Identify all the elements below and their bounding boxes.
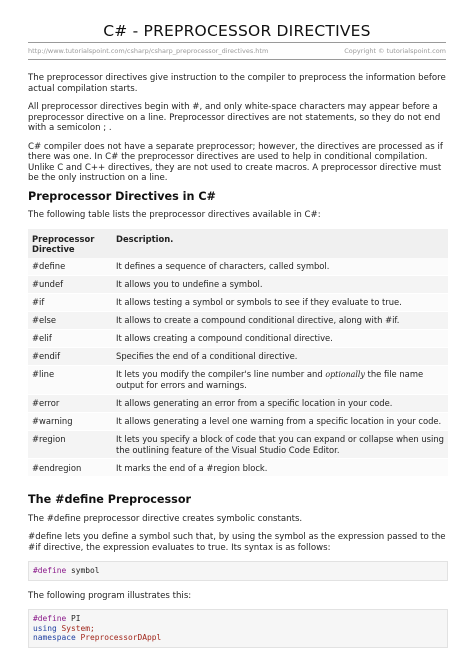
directive-cell: #error xyxy=(28,395,112,413)
directive-cell: #warning xyxy=(28,412,112,430)
description-cell: It defines a sequence of characters, called symbol. xyxy=(112,258,448,275)
description-cell: It marks the end of a #region block. xyxy=(112,459,448,477)
description-cell: It lets you specify a block of code that you can expand or collapse when using the outlining feature of the Visual Studio Code Editor. xyxy=(112,430,448,458)
directive-cell: #define xyxy=(28,258,112,275)
table-row xyxy=(28,395,448,413)
article-body xyxy=(28,73,448,658)
table-lead-text: The following table lists the preprocessor directives available in C#: xyxy=(28,210,321,220)
directive-cell: #region xyxy=(28,430,112,458)
intro-paragraph-2: All preprocessor directives begin with #, and only white-space characters may appear before a preprocessor directive on a line. Preprocessor directives are not statements, so they do not end with a semicolon ; . xyxy=(28,102,441,133)
description-text: the file name output for errors and warnings. xyxy=(116,369,424,391)
code-line xyxy=(33,614,443,624)
program-code-block xyxy=(28,609,448,648)
section-heading-directives: Preprocessor Directives in C# xyxy=(28,189,216,203)
url-bar xyxy=(28,42,446,60)
directive-cell: #if xyxy=(28,293,112,311)
table-row xyxy=(28,347,448,365)
define-paragraph-1: The #define preprocessor directive creates symbolic constants. xyxy=(28,513,303,524)
code-text: PI xyxy=(66,614,81,624)
code-keyword: #define xyxy=(33,566,67,576)
description-cell: It allows generating an error from a specific location in your code. xyxy=(112,395,448,413)
description-cell: It allows testing a symbol or symbols to see if they evaluate to true. xyxy=(112,293,448,311)
table-row xyxy=(28,293,448,311)
directives-table xyxy=(28,229,448,478)
program-lead-text: The following program illustrates this: xyxy=(28,590,192,601)
description-cell: It allows creating a compound conditional directive. xyxy=(112,329,448,347)
header-directive: Preprocessor Directive xyxy=(28,229,112,258)
section-heading-define: The #define Preprocessor xyxy=(28,493,192,507)
description-cell: It allows to create a compound conditional directive, along with #if. xyxy=(112,311,448,329)
table-header-row xyxy=(28,229,448,258)
code-keyword: namespace xyxy=(33,633,76,643)
code-text: PreprocessorDAppl xyxy=(75,633,162,643)
table-row xyxy=(28,412,448,430)
directive-cell: #undef xyxy=(28,275,112,293)
description-emphasis: optionally xyxy=(325,370,365,380)
copyright-text: Copyright © tutorialspoint.com xyxy=(344,47,446,55)
directive-cell: #else xyxy=(28,311,112,329)
intro-paragraph-3: C# compiler does not have a separate preprocessor; however, the directives are processed as if there was one. In C# the preprocessor directives are used to help in conditional compilation. Unlike C and C++ directives, they are not used to create macros. A preprocessor directive must be the only instruction on a line. xyxy=(28,141,443,183)
directive-cell: #line xyxy=(28,365,112,394)
directive-cell: #elif xyxy=(28,329,112,347)
source-url-link[interactable]: http://www.tutorialspoint.com/csharp/csharp_preprocessor_directives.htm xyxy=(28,47,269,55)
code-keyword: #define xyxy=(33,614,67,624)
code-text: symbol xyxy=(66,566,100,576)
table-row xyxy=(28,258,448,275)
table-row xyxy=(28,311,448,329)
description-cell: It allows you to undefine a symbol. xyxy=(112,275,448,293)
description-cell xyxy=(112,365,448,394)
directive-cell: #endif xyxy=(28,347,112,365)
define-paragraph-2: #define lets you define a symbol such that, by using the symbol as the expression passed to the #if directive, the expression evaluates to true. Its syntax is as follows: xyxy=(28,532,446,553)
directive-cell: #endregion xyxy=(28,459,112,477)
header-description: Description. xyxy=(112,229,448,258)
description-cell: Specifies the end of a conditional directive. xyxy=(112,347,448,365)
intro-paragraph-1: The preprocessor directives give instruction to the compiler to preprocess the information before actual compilation starts. xyxy=(28,73,446,94)
page-title: C# - PREPROCESSOR DIRECTIVES xyxy=(103,22,371,40)
table-row xyxy=(28,329,448,347)
description-cell: It allows generating a level one warning from a specific location in your code. xyxy=(112,412,448,430)
code-line xyxy=(33,633,443,643)
description-text: It lets you modify the compiler's line number and xyxy=(116,369,326,380)
table-row xyxy=(28,430,448,458)
code-text: System; xyxy=(56,623,95,633)
syntax-code-block xyxy=(28,561,448,581)
code-keyword: using xyxy=(33,623,57,633)
table-row xyxy=(28,365,448,394)
table-row xyxy=(28,459,448,477)
table-row xyxy=(28,275,448,293)
